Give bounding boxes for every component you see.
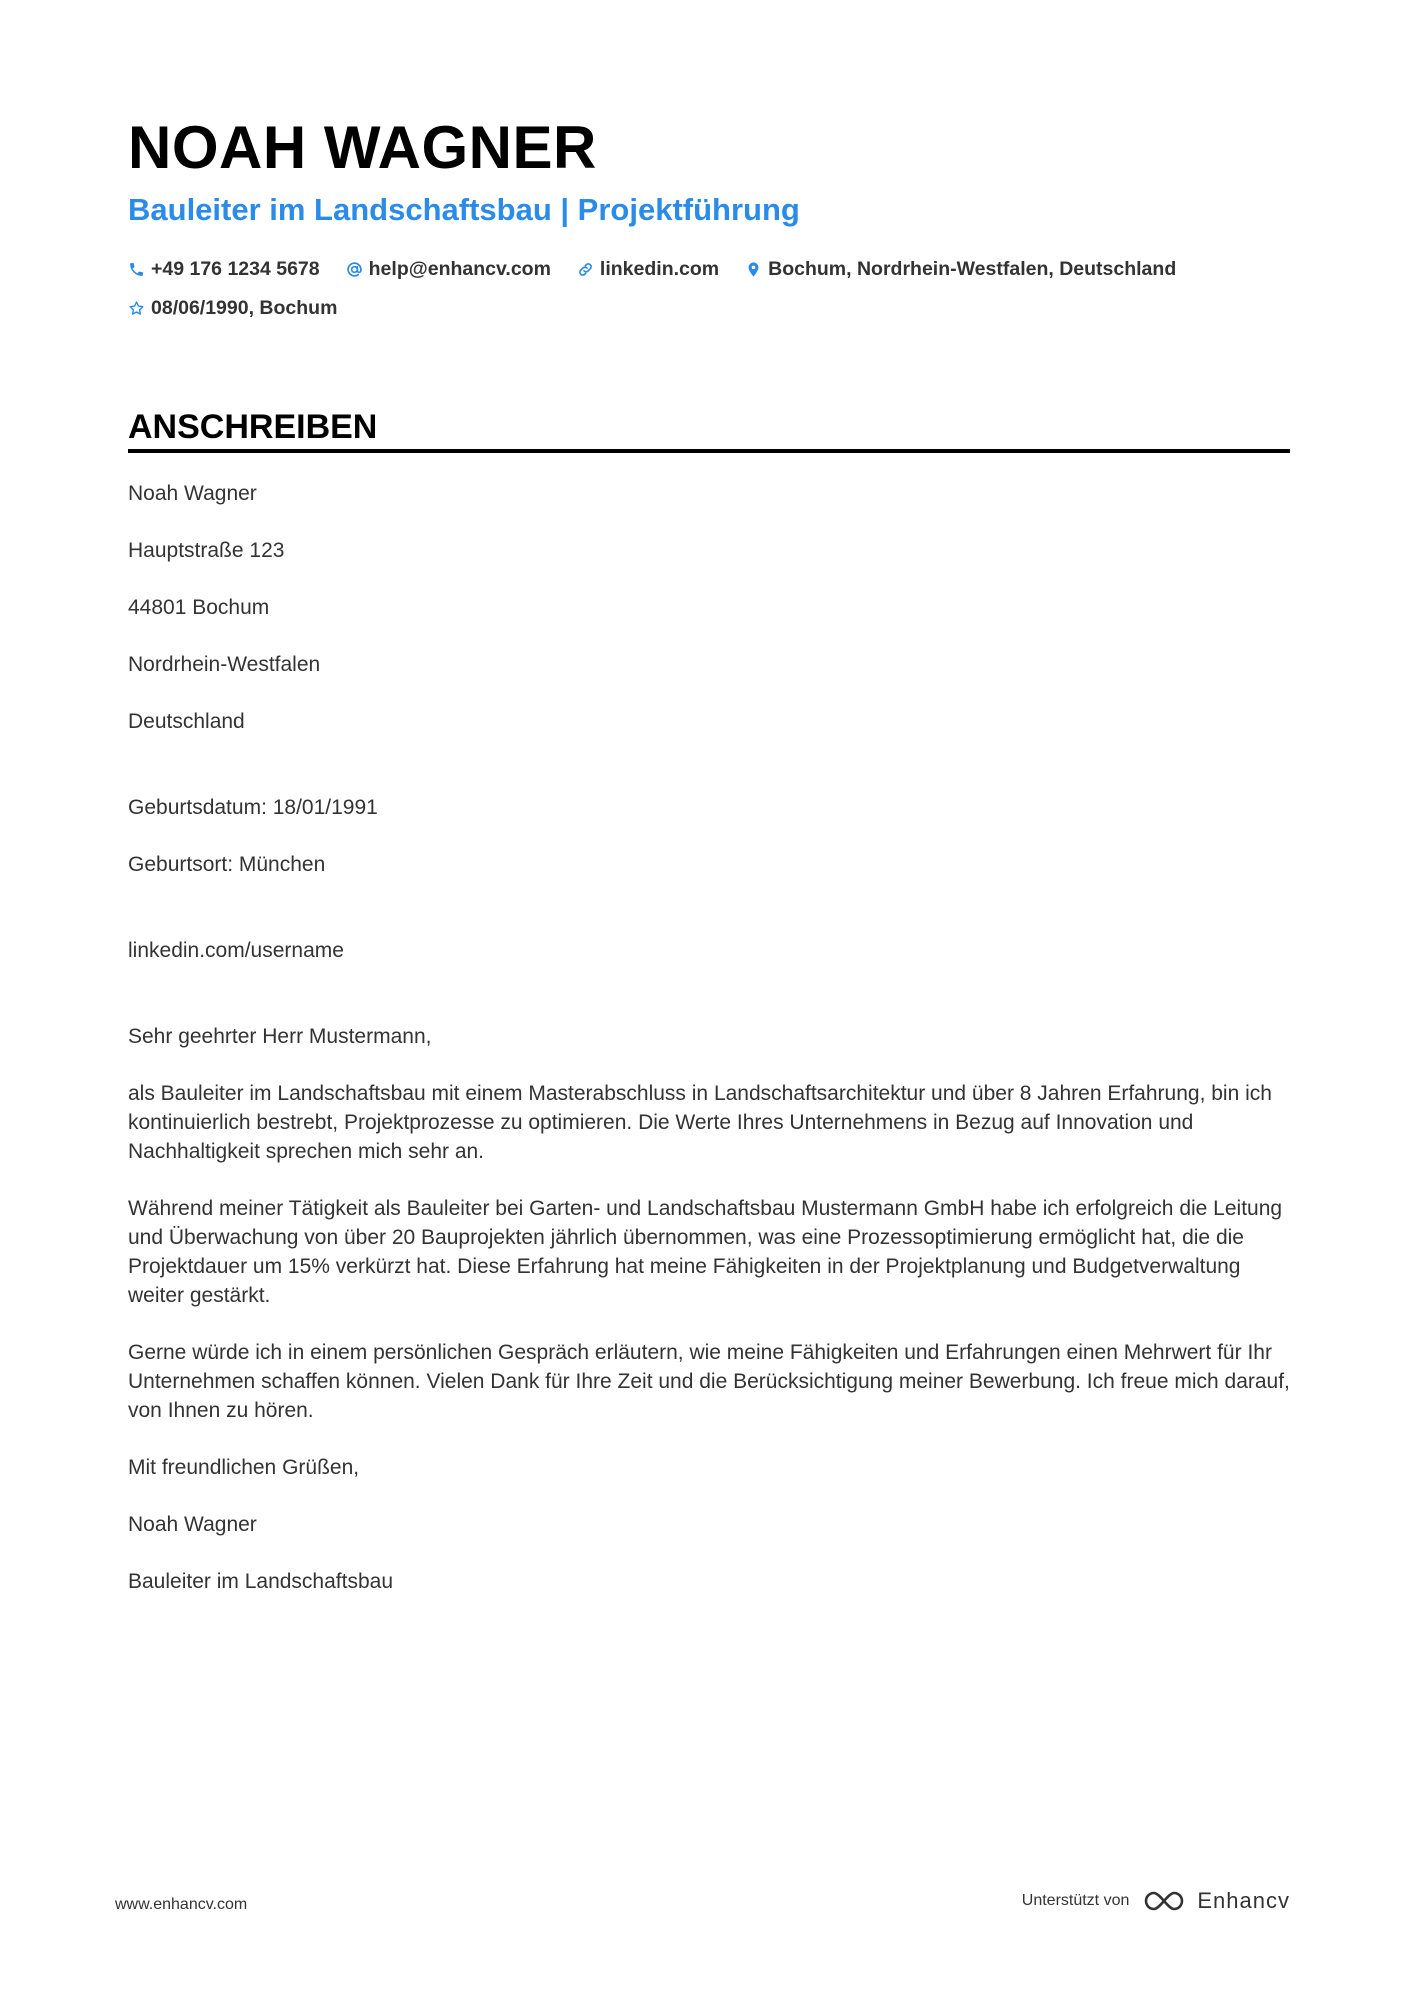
enhancv-logo[interactable]: [1141, 1888, 1290, 1914]
contact-phone: [128, 258, 320, 281]
birth-place: Geburtsort: München: [128, 853, 326, 876]
infinity-logo-icon: [1141, 1888, 1187, 1914]
spacer: [128, 764, 1290, 793]
email-text: help@enhancv.com: [368, 257, 551, 280]
candidate-name: NOAH WAGNER: [128, 114, 597, 181]
signature-title: Bauleiter im Landschaftsbau: [128, 1570, 393, 1593]
paragraph: Gerne würde ich in einem persönlichen Gespräch erläutern, wie meine Fähigkeiten und Erfahrungen einen Mehrwert für Ihr Unternehmen schaffen können. Vielen Dank für Ihre Zeit und die Berücksichtigung meiner Bewerbung. Ich freue mich darauf, von Ihnen zu hören.: [128, 1341, 1290, 1422]
contact-linkedin: [577, 258, 719, 281]
sender-state: Nordrhein-Westfalen: [128, 653, 321, 676]
contact-birth: [128, 297, 337, 320]
sender-country: Deutschland: [128, 710, 245, 733]
footer-website[interactable]: www.enhancv.com: [115, 1896, 248, 1913]
spacer: [128, 907, 1290, 936]
phone-text: +49 176 1234 5678: [151, 257, 320, 280]
paragraph: als Bauleiter im Landschaftsbau mit einem Masterabschluss in Landschaftsarchitektur und über 8 Jahren Erfahrung, bin ich kontinuierlich bestrebt, Projektprozesse zu optimieren. Die Werte Ihres Unternehmens in Bezug auf Innovation und Nachhaltigkeit sprechen mich sehr an.: [128, 1082, 1272, 1163]
location-text: Bochum, Nordrhein-Westfalen, Deutschland: [768, 257, 1177, 280]
sender-city: 44801 Bochum: [128, 596, 270, 619]
link-icon: [577, 261, 594, 278]
star-icon: [128, 300, 145, 317]
paragraph: Während meiner Tätigkeit als Bauleiter bei Garten- und Landschaftsbau Mustermann GmbH habe ich erfolgreich die Leitung und Überwachung von über 20 Bauprojekten jährlich übernommen, was eine Prozessoptimierung ermöglicht hat, die die Projektdauer um 15% verkürzt hat. Diese Erfahrung hat meine Fähigkeiten in der Projektplanung und Budgetverwaltung weiter gestärkt.: [128, 1197, 1283, 1307]
linkedin-url: linkedin.com/username: [128, 939, 344, 962]
sender-name: Noah Wagner: [128, 482, 257, 505]
section-heading: ANSCHREIBEN: [128, 408, 378, 446]
spacer: [128, 993, 1290, 1022]
contact-email: [346, 258, 551, 281]
at-icon: [346, 261, 363, 278]
footer-branding: [1022, 1888, 1290, 1914]
brand-name: Enhancv: [1197, 1888, 1290, 1913]
birth-date: Geburtsdatum: 18/01/1991: [128, 796, 378, 819]
contact-info: [128, 254, 1290, 332]
linkedin-text: linkedin.com: [599, 257, 720, 280]
signature-name: Noah Wagner: [128, 1513, 257, 1536]
contact-row-2: [128, 293, 1290, 323]
birth-text: 08/06/1990, Bochum: [151, 296, 338, 319]
sender-street: Hauptstraße 123: [128, 539, 285, 562]
letter-body: [128, 479, 1290, 1624]
powered-by-label: Unterstützt von: [1021, 1892, 1130, 1909]
contact-row-1: [128, 254, 1290, 284]
phone-icon: [128, 261, 145, 278]
section-divider: [128, 449, 1290, 453]
salutation: Sehr geehrter Herr Mustermann,: [128, 1025, 432, 1048]
candidate-title: Bauleiter im Landschaftsbau | Projektführung: [128, 192, 800, 227]
contact-location: [745, 258, 1176, 281]
location-icon: [745, 261, 762, 278]
closing: Mit freundlichen Grüßen,: [128, 1456, 360, 1479]
